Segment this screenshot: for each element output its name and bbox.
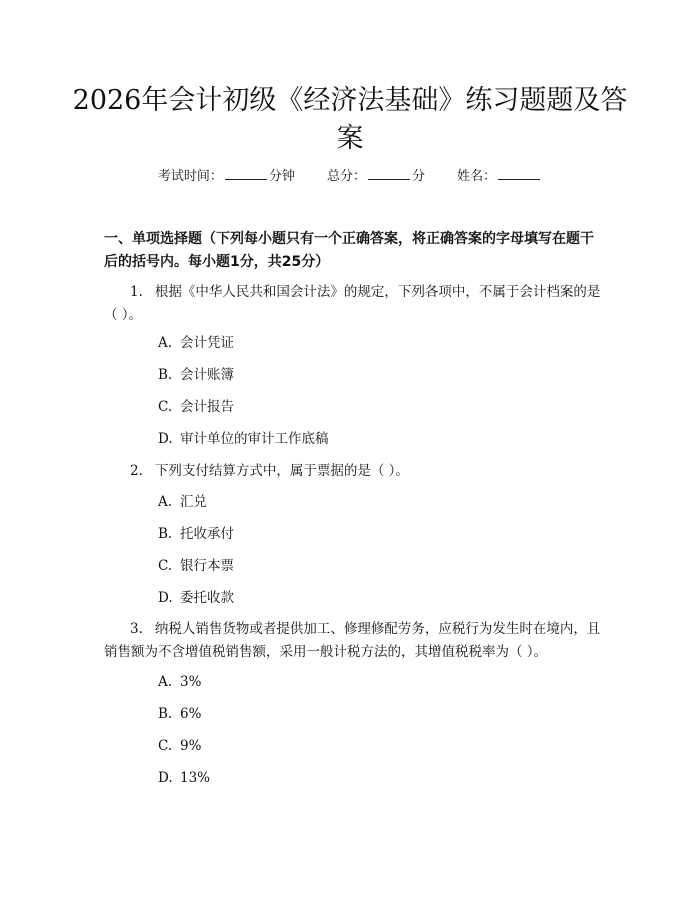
document-title: 2026年会计初级《经济法基础》练习题题及答案	[72, 85, 628, 154]
option-letter: A.	[158, 674, 173, 690]
question-2-option-d	[158, 588, 234, 608]
exam-time-unit: 分钟	[268, 169, 295, 184]
option-text: 托收承付	[180, 526, 234, 542]
total-score-label: 总分：	[326, 169, 366, 184]
option-letter: A.	[158, 335, 173, 351]
option-text: 会计账簿	[180, 367, 234, 383]
total-score-unit: 分	[412, 169, 426, 184]
total-score-blank	[368, 167, 410, 180]
option-letter: A.	[158, 494, 173, 510]
option-letter: B.	[158, 367, 173, 383]
option-text: 会计凭证	[180, 335, 234, 351]
option-text: 委托收款	[180, 590, 234, 606]
option-letter: B.	[158, 526, 173, 542]
option-text: 3%	[180, 674, 202, 690]
option-text: 会计报告	[180, 399, 234, 415]
question-2-option-a	[158, 492, 207, 512]
question-stem: 纳税人销售货物或者提供加工、修理修配劳务，应税行为发生时在境内，且销售额为不含增值税销售额，采用一般计税方法的，其增值税税率为（ ）。	[104, 621, 601, 660]
option-text: 13%	[180, 770, 211, 786]
option-letter: C.	[158, 399, 173, 415]
question-3-option-b	[158, 704, 201, 724]
question-2-option-b	[158, 524, 234, 544]
question-3-option-a	[158, 672, 201, 692]
option-letter: D.	[158, 770, 173, 786]
exam-meta	[0, 167, 700, 187]
exam-time-blank	[225, 167, 267, 180]
question-number: 3.	[130, 621, 143, 637]
option-letter: C.	[158, 558, 173, 574]
question-1	[104, 281, 604, 327]
option-text: 9%	[180, 738, 202, 754]
question-3-option-c	[158, 736, 201, 756]
option-text: 汇兑	[180, 494, 207, 510]
question-2-option-c	[158, 556, 234, 576]
student-name-label: 姓名：	[457, 169, 497, 184]
total-score	[327, 167, 425, 187]
question-3	[104, 618, 604, 664]
question-stem: 根据《中华人民共和国会计法》的规定，下列各项中，不属于会计档案的是（ ）。	[104, 284, 601, 323]
question-3-option-d	[158, 768, 210, 788]
exam-time-label: 考试时间：	[157, 169, 223, 184]
question-number: 2.	[130, 463, 143, 479]
option-letter: C.	[158, 738, 173, 754]
question-1-option-c	[158, 397, 234, 417]
section-heading: 一、单项选择题（下列每小题只有一个正确答案，将正确答案的字母填写在题干后的括号内。每小题1分，共25分）	[104, 231, 594, 270]
option-text: 6%	[180, 706, 202, 722]
option-letter: B.	[158, 706, 173, 722]
option-letter: D.	[158, 431, 173, 447]
question-number: 1.	[130, 284, 143, 300]
question-1-option-d	[158, 429, 329, 449]
option-text: 审计单位的审计工作底稿	[180, 431, 329, 447]
student-name-blank	[498, 167, 540, 180]
question-stem: 下列支付结算方式中，属于票据的是（ ）。	[154, 463, 409, 479]
option-letter: D.	[158, 590, 173, 606]
question-2	[104, 460, 604, 483]
student-name	[457, 167, 542, 187]
option-text: 银行本票	[180, 558, 234, 574]
question-1-option-b	[158, 365, 234, 385]
exam-time	[158, 167, 295, 187]
question-1-option-a	[158, 333, 234, 353]
